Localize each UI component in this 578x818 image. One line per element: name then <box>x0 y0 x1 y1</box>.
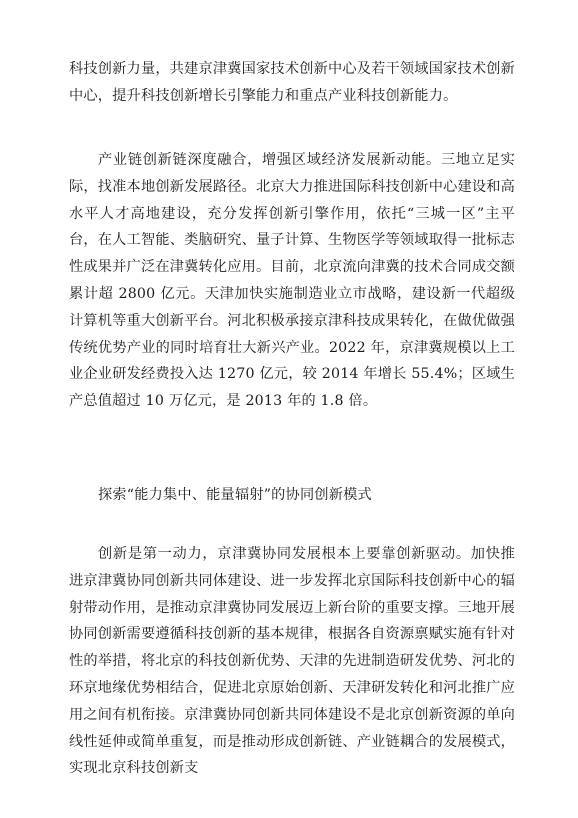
paragraph-text: 产业链创新链深度融合，增强区域经济发展新动能。三地立足实际，找准本地创新发展路径。北京大力推进国际科技创新中心建设和高水平人才高地建设，充分发挥创新引擎作用，依托“三城一区”主平台，在人工智能、类脑研究、量子计算、生物医学等领域取得一批标志性成果并广泛在津冀转化应用。目前，北京流向津冀的技术合同成交额累计超 2800 亿元。天津加快实施制造业立市战略，建设新一代超级计算机等重大创新平台。河北积极承接京津科技成果转化，在做优做强传统优势产业的同时培育壮大新兴产业。2022 年，京津冀规模以上工业企业研发经费投入达 1270 亿元，较 2014 年增长 55.4%；区域生产总值超过 10 万亿元，是 2013 年的 1.8 倍。 <box>69 152 516 410</box>
section-heading: 探索“能力集中、能量辐射”的协同创新模式 <box>98 487 372 503</box>
paragraph-text: 科技创新力量，共建京津冀国家技术创新中心及若干领域国家技术创新中心，提升科技创新增长引擎能力和重点产业科技创新能力。 <box>69 61 516 104</box>
paragraph-text: 创新是第一动力，京津冀协同发展根本上要靠创新驱动。加快推进京津冀协同创新共同体建设、进一步发挥北京国际科技创新中心的辐射带动作用，是推动京津冀协同发展迈上新台阶的重要支撑。三地开展协同创新需要遵循科技创新的基本规律，根据各自资源禀赋实施有针对性的举措，将北京的科技创新优势、天津的先进制造研发优势、河北的环京地缘优势相结合，促进北京原始创新、天津研发转化和河北推广应用之间有机衔接。京津冀协同创新共同体建设不是北京创新资源的单向线性延伸或简单重复，而是推动形成创新链、产业链耦合的发展模式，实现北京科技创新支 <box>69 546 516 777</box>
